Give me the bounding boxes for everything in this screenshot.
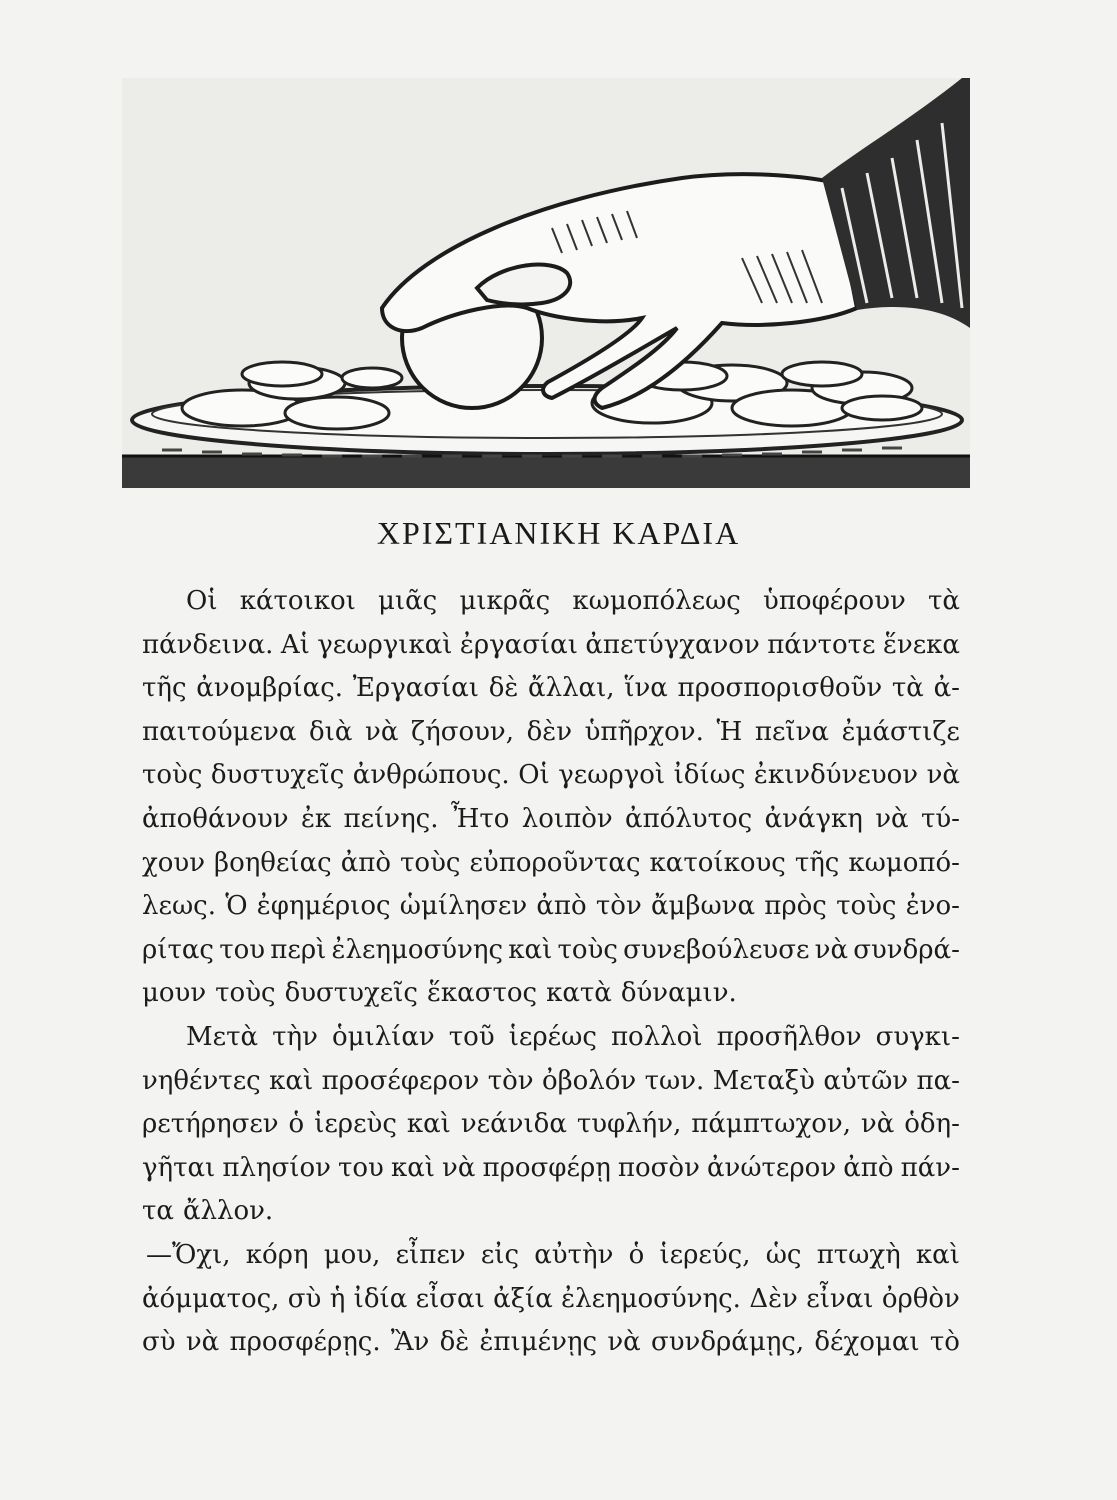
page-title: ΧΡΙΣΤΙΑΝΙΚΗ ΚΑΡΔΙΑ: [376, 515, 741, 551]
hand-coin-plate-icon: [122, 78, 970, 488]
text-line: Οἱ κάτοικοι μιᾶς μικρᾶς κωμοπόλεως ὑποφέρουν τὰ: [186, 586, 960, 616]
text-line: νηθέντες καὶ προσέφερον τὸν ὀβολόν των. Μεταξὺ αὐτῶν πα-: [142, 1065, 960, 1096]
text-line: ρίτας του περὶ ἐλεημοσύνης καὶ τοὺς συνεβούλευσε νὰ συνδρά-: [142, 934, 960, 965]
text-line: πάνδεινα. Αἱ γεωργικαὶ ἐργασίαι ἀπετύγχανον πάντοτε ἕνεκα: [142, 629, 960, 660]
text-line: λεως. Ὁ ἐφημέριος ὡμίλησεν ἀπὸ τὸν ἄμβωνα πρὸς τοὺς ἐνο-: [142, 891, 960, 922]
text-line: γῆται πλησίον του καὶ νὰ προσφέρῃ ποσὸν ἀνώτερον ἀπὸ πάν-: [142, 1152, 960, 1183]
text-line: μουν τοὺς δυστυχεῖς ἕκαστος κατὰ δύναμιν.: [142, 978, 737, 1009]
body-text: [142, 580, 960, 1365]
text-line: —Ὄχι, κόρη μου, εἶπεν εἰς αὐτὴν ὁ ἱερεύς, ὡς πτωχὴ καὶ: [146, 1239, 960, 1270]
text-line: σὺ νὰ προσφέρῃς. Ἂν δὲ ἐπιμένῃς νὰ συνδράμῃς, δέχομαι τὸ: [142, 1327, 960, 1358]
text-line: ρετήρησεν ὁ ἱερεὺς καὶ νεάνιδα τυφλήν, πάμπτωχον, νὰ ὁδη-: [142, 1109, 960, 1140]
text-line: χουν βοηθείας ἀπὸ τοὺς εὐποροῦντας κατοίκους τῆς κωμοπό-: [142, 847, 960, 878]
text-line: παιτούμενα διὰ νὰ ζήσουν, δὲν ὑπῆρχον. Ἡ πεῖνα ἐμάστιζε: [142, 716, 960, 747]
text-line: ἀόμματος, σὺ ἡ ἰδία εἶσαι ἀξία ἐλεημοσύνης. Δὲν εἶναι ὀρθὸν: [142, 1283, 960, 1314]
text-line: τοὺς δυστυχεῖς ἀνθρώπους. Οἱ γεωργοὶ ἰδίως ἐκινδύνευον νὰ: [142, 760, 960, 791]
text-line: Μετὰ τὴν ὁμιλίαν τοῦ ἱερέως πολλοὶ προσῆλθον συγκι-: [186, 1021, 960, 1052]
text-line: ἀποθάνουν ἐκ πείνης. Ἦτο λοιπὸν ἀπόλυτος ἀνάγκη νὰ τύ-: [142, 803, 960, 834]
text-line: τῆς ἀνομβρίας. Ἐργασίαι δὲ ἄλλαι, ἵνα προσπορισθοῦν τὰ ἀ-: [142, 673, 960, 704]
text-line: τα ἄλλον.: [142, 1196, 274, 1227]
woodcut-illustration: [122, 78, 970, 488]
